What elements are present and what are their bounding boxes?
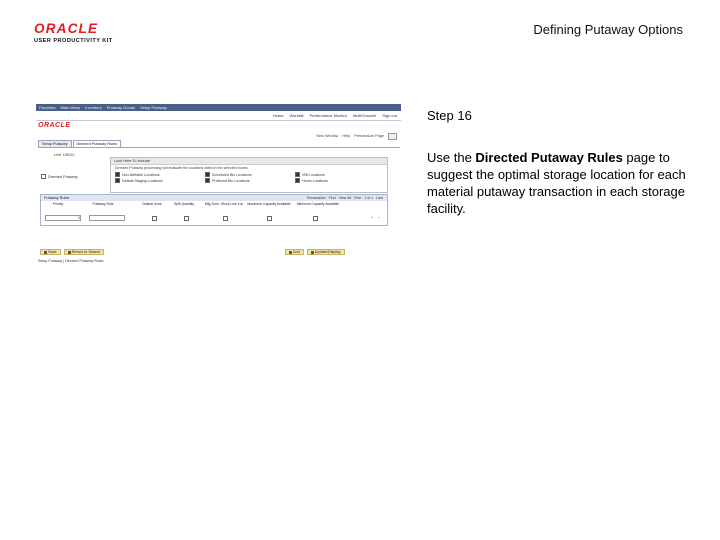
nav-multichannel[interactable]: MultiChannel [352,113,377,118]
header-max-capacity: Maximum Capacity Available [247,202,291,206]
header-default-zone: Default Zone [142,202,162,206]
min-capacity-checkbox[interactable] [313,216,318,221]
option-label: Non-Nettable Locations [122,172,160,177]
desc-bold-term: Directed Putaway Rules [475,150,623,165]
option-label: Preferred Bin Locations [212,178,250,183]
option-vmi[interactable] [295,172,365,177]
grid-header-row [41,202,387,212]
breadcrumb-item[interactable]: Inventory [85,104,102,110]
checkbox-icon[interactable] [115,172,120,177]
nav-sign-out[interactable]: Sign out [382,113,397,118]
checkbox-icon[interactable] [295,172,300,177]
add-icon [289,251,292,254]
nav-home[interactable]: Home [272,113,284,118]
option-label: Scheduled Bin Locations [212,172,252,177]
save-button[interactable] [40,249,61,255]
header-putaway-rule: Putaway Rule [92,202,114,206]
breadcrumb-item[interactable]: Setup Putaway [139,104,167,110]
look-here-heading: Look Here To Include [111,158,387,165]
directed-putaway-label: Directed Putaway [48,174,78,179]
default-zone-checkbox[interactable] [152,216,157,221]
oracle-logo [34,22,124,45]
priority-input[interactable]: 1 [45,215,81,221]
step-description [427,149,697,217]
split-quantity-checkbox[interactable] [184,216,189,221]
personalize-page-link[interactable]: Personalize Page [354,134,384,138]
grid-page-count: 1 of 1 [364,196,374,200]
directed-putaway-option [41,174,78,179]
option-label: Home Locations [302,178,328,183]
unit-label: Unit [54,153,61,157]
grid-find-link[interactable]: Find [328,196,336,200]
option-home[interactable] [295,178,365,183]
app-brand-logo: ORACLE [38,122,71,129]
location-options [111,171,387,184]
page-tabs [38,140,121,147]
update-label: Update/Display [314,249,341,254]
grid-title: Putaway Rules [41,195,387,201]
step-label: Step 16 [427,108,472,123]
add-button[interactable] [285,249,304,255]
grid-view-all-link[interactable]: View All [338,196,352,200]
return-to-search-button[interactable] [64,249,105,255]
checkbox-icon[interactable] [295,178,300,183]
unit-field [54,153,75,157]
directed-putaway-checkbox[interactable] [41,174,46,179]
max-capacity-checkbox[interactable] [267,216,272,221]
option-default-staging[interactable] [115,178,205,183]
save-label: Save [48,249,57,254]
breadcrumb-item[interactable]: Favorites [39,104,56,110]
return-label: Return to Search [71,249,101,254]
application-screenshot [36,104,403,270]
help-link[interactable]: Help [342,134,351,138]
checkbox-icon[interactable] [115,178,120,183]
utility-links [316,133,397,140]
delete-row-icon[interactable]: − [378,215,381,220]
checkbox-icon[interactable] [205,178,210,183]
unit-value: US010 [62,153,75,157]
desc-suffix: page to suggest the optimal storage location for each material putaway transaction in each storage facility. [427,150,686,216]
save-icon [44,251,47,254]
nav-worklist[interactable]: Worklist [289,113,304,118]
breadcrumb-item[interactable]: Putaway Goods [106,104,135,110]
add-row-icon[interactable]: + [371,215,374,220]
table-row [41,214,387,222]
breadcrumb-bar [36,104,401,111]
tab-setup-putaway[interactable]: Setup Putaway [38,140,72,147]
look-here-panel [110,157,388,193]
left-button-group [40,249,104,255]
top-nav-links [273,113,397,118]
personalize-icon[interactable] [388,133,397,140]
return-icon [68,251,71,254]
grid-last-link[interactable]: Last [376,196,383,200]
footer-page-links[interactable]: Setup Putaway | Directed Putaway Rules [38,259,104,263]
option-label: VMI Locations [302,172,325,177]
page-title: Defining Putaway Options [533,22,683,37]
header-mfg-zone: Mfg Zone, Stock Line Loc [204,202,244,206]
putaway-rule-select[interactable] [89,215,125,221]
header-split-quantity: Split Quantity [173,202,195,206]
checkbox-icon[interactable] [205,172,210,177]
logo-sub-text: USER PRODUCTIVITY KIT [34,38,113,44]
option-non-nettable[interactable] [115,172,205,177]
top-nav-bar [36,111,401,121]
header-min-capacity: Minimum Capacity Available [296,202,340,206]
look-here-description: Directed Putaway processing will evaluate the locations listed in the selected boxes: [115,166,249,170]
nav-performance-monitor[interactable]: Performance Monitor [309,113,347,118]
new-window-link[interactable]: New Window [316,134,339,138]
option-label: Default Staging Locations [122,178,163,183]
logo-main-text: ORACLE [34,21,99,36]
option-preferred-bin[interactable] [205,178,295,183]
breadcrumb-item[interactable]: Main Menu [60,104,81,110]
right-button-group [285,249,345,255]
tab-directed-putaway-rules[interactable]: Directed Putaway Rules [73,140,122,147]
tab-divider [38,147,400,148]
putaway-rules-grid [40,194,388,226]
update-icon [311,251,314,254]
grid-controls [307,196,383,200]
option-scheduled-bin[interactable] [205,172,295,177]
desc-prefix: Use the [427,150,476,165]
grid-first-link[interactable]: First [354,196,362,200]
add-label: Add [293,249,300,254]
grid-personalize-link[interactable]: Personalize [306,196,326,200]
update-display-button[interactable] [307,249,345,255]
mfg-zone-checkbox[interactable] [223,216,228,221]
header-priority: Priority [52,202,64,206]
